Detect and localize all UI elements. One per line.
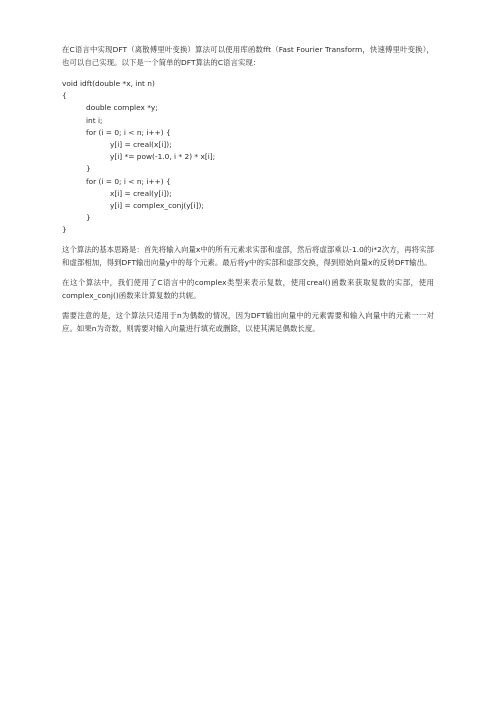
- intro-paragraph: 在C语言中实现DFT（离散傅里叶变换）算法可以使用库函数fft（Fast Fourier Transform，快速傅里叶变换），也可以自己实现。以下是一个简单的DFT算法的C语言实现：: [62, 45, 434, 67]
- code-line: int i;: [86, 115, 103, 125]
- explanation-paragraph: 这个算法的基本思路是：首先将输入向量x中的所有元素求实部和虚部，然后将虚部乘以-1.0的i*2次方，再将实部和虚部相加，得到DFT输出向量y中的每个元素。最后将y中的实部和虚部交换，得到原始向量x的反转DFT输出。: [62, 245, 434, 267]
- code-line: y[i] = creal(x[i]);: [110, 139, 172, 149]
- code-line: }: [86, 213, 91, 223]
- code-line: y[i] *= pow(-1.0, i * 2) * x[i];: [110, 152, 216, 162]
- code-line: void idft(double *x, int n): [62, 79, 155, 88]
- complex-type-paragraph: 在这个算法中，我们使用了C语言中的complex类型来表示复数，使用creal()函数来获取复数的实部，使用complex_conj()函数来计算复数的共轭。: [62, 278, 434, 300]
- code-line: }: [86, 164, 91, 174]
- code-line: for (i = 0; i < n; i++) {: [86, 127, 171, 137]
- document-page: [62, 44, 434, 335]
- code-line: {: [62, 91, 67, 101]
- code-line: for (i = 0; i < n; i++) {: [86, 176, 171, 186]
- code-line: double complex *y;: [86, 103, 158, 113]
- code-line: y[i] = complex_conj(y[i]);: [110, 200, 204, 210]
- note-paragraph: 需要注意的是，这个算法只适用于n为偶数的情况，因为DFT输出向量中的元素需要和输入向量中的元素一一对应。如果n为奇数，则需要对输入向量进行填充或删除，以使其满足偶数长度。: [62, 311, 434, 333]
- code-line: }: [62, 225, 67, 235]
- code-line: x[i] = creal(y[i]);: [110, 188, 172, 198]
- code-block: [62, 78, 434, 236]
